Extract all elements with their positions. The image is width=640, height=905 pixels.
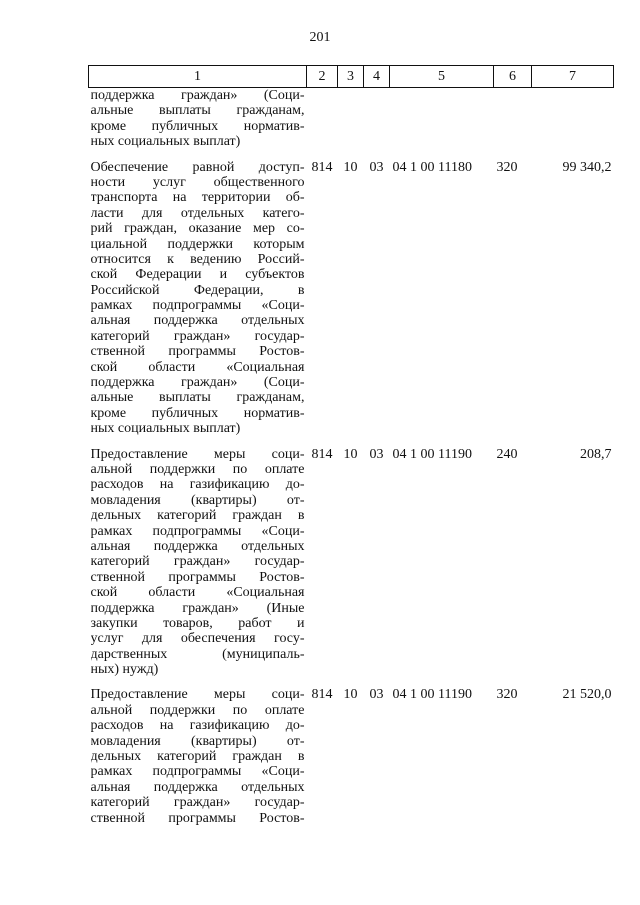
expense-type-code: 240 [496,446,518,462]
amount: 99 340,2 [562,159,612,175]
description-line: рамках подпрограммы «Соци- [90,764,305,780]
header-col-1: 1 [89,66,307,88]
description-line: альная поддержка отдельных [90,538,305,554]
description-line: ласти для отдельных катего- [90,205,305,221]
description-line: мовладения (квартиры) от- [90,733,305,749]
description-line: поддержка граждан» (Иные [90,600,305,616]
header-col-5: 5 [390,66,494,88]
description-line: рамках подпрограммы «Соци- [90,298,305,314]
description-line: расходов на газификацию до- [90,718,305,734]
description-line: альной поддержки по оплате [90,702,305,718]
description-line: поддержка граждан» (Соци- [90,375,305,391]
subsection-code: 03 [369,687,384,703]
description-line: ных социальных выплат) [90,134,241,150]
ministry-code: 814 [311,159,333,175]
subsection-code [364,88,390,155]
header-col-3: 3 [338,66,364,88]
header-row [89,66,614,88]
section-code: 10 [343,159,358,175]
description-line: альной поддержки по оплате [90,461,305,477]
table-header [89,66,614,88]
description-line: альные выплаты гражданам, [90,390,305,406]
description-line: категорий граждан» государ- [90,795,305,811]
subsection-code: 03 [369,446,384,462]
description-line: ской Федерации и субъектов [90,267,305,283]
description-line: закупки товаров, работ и [90,615,305,631]
description-line: поддержка граждан» (Соци- [90,88,305,103]
amount: 208,7 [580,446,612,462]
description-line: транспорта на территории об- [90,190,305,206]
description-line: Предоставление меры соци- [90,446,305,462]
description-line: Российской Федерации, в [90,282,305,298]
target-article-code: 04 1 00 11190 [392,687,472,703]
description-line: услуг для обеспечения госу- [90,631,305,647]
description-line: категорий граждан» государ- [90,554,305,570]
header-col-6: 6 [494,66,532,88]
description-line: категорий граждан» государ- [90,328,305,344]
table-row [89,682,614,831]
target-article-code [390,88,494,155]
description-line: циальной поддержки которым [90,236,305,252]
budget-table [88,65,614,831]
description-line: мовладения (квартиры) от- [90,492,305,508]
description-line: дарственных (муниципаль- [90,646,305,662]
header-col-2: 2 [307,66,338,88]
target-article-code: 04 1 00 11190 [392,446,472,462]
description-line: альная поддержка отдельных [90,779,305,795]
description-line: дельных категорий граждан в [90,749,305,765]
description-line: ской области «Социальная [90,359,305,375]
description-line: ности услуг общественного [90,174,305,190]
description-line: рий граждан, оказание мер со- [90,221,305,237]
description-line: рамках подпрограммы «Соци- [90,523,305,539]
row-description [89,155,307,442]
row-description [89,88,307,155]
page-number: 201 [309,30,331,45]
expense-type-code [494,88,532,155]
description-line: Обеспечение равной доступ- [90,159,305,175]
description-line: кроме публичных норматив- [90,405,305,421]
subsection-code: 03 [369,159,384,175]
description-line: кроме публичных норматив- [90,118,305,134]
section-code: 10 [343,687,358,703]
table-row [89,442,614,683]
table-row [89,155,614,442]
description-line: ных социальных выплат) [90,421,241,437]
row-description [89,442,307,683]
expense-type-code: 320 [496,687,518,703]
description-line: ственной программы Ростов- [90,810,305,826]
expense-type-code: 320 [496,159,518,175]
ministry-code: 814 [311,687,333,703]
header-col-4: 4 [364,66,390,88]
section-code: 10 [343,446,358,462]
description-line: ской области «Социальная [90,585,305,601]
description-line: ственной программы Ростов- [90,344,305,360]
description-line: ственной программы Ростов- [90,569,305,585]
table-row [89,88,614,155]
amount [532,88,614,155]
description-line: дельных категорий граждан в [90,508,305,524]
ministry-code [307,88,338,155]
ministry-code: 814 [311,446,333,462]
description-line: альные выплаты гражданам, [90,103,305,119]
description-line: расходов на газификацию до- [90,477,305,493]
description-line: альная поддержка отдельных [90,313,305,329]
description-line: Предоставление меры соци- [90,687,305,703]
section-code [338,88,364,155]
description-line: относится к ведению Россий- [90,251,305,267]
description-line: ных) нужд) [90,662,159,678]
header-col-7: 7 [532,66,614,88]
row-description [89,682,307,831]
target-article-code: 04 1 00 11180 [392,159,472,175]
amount: 21 520,0 [562,687,612,703]
